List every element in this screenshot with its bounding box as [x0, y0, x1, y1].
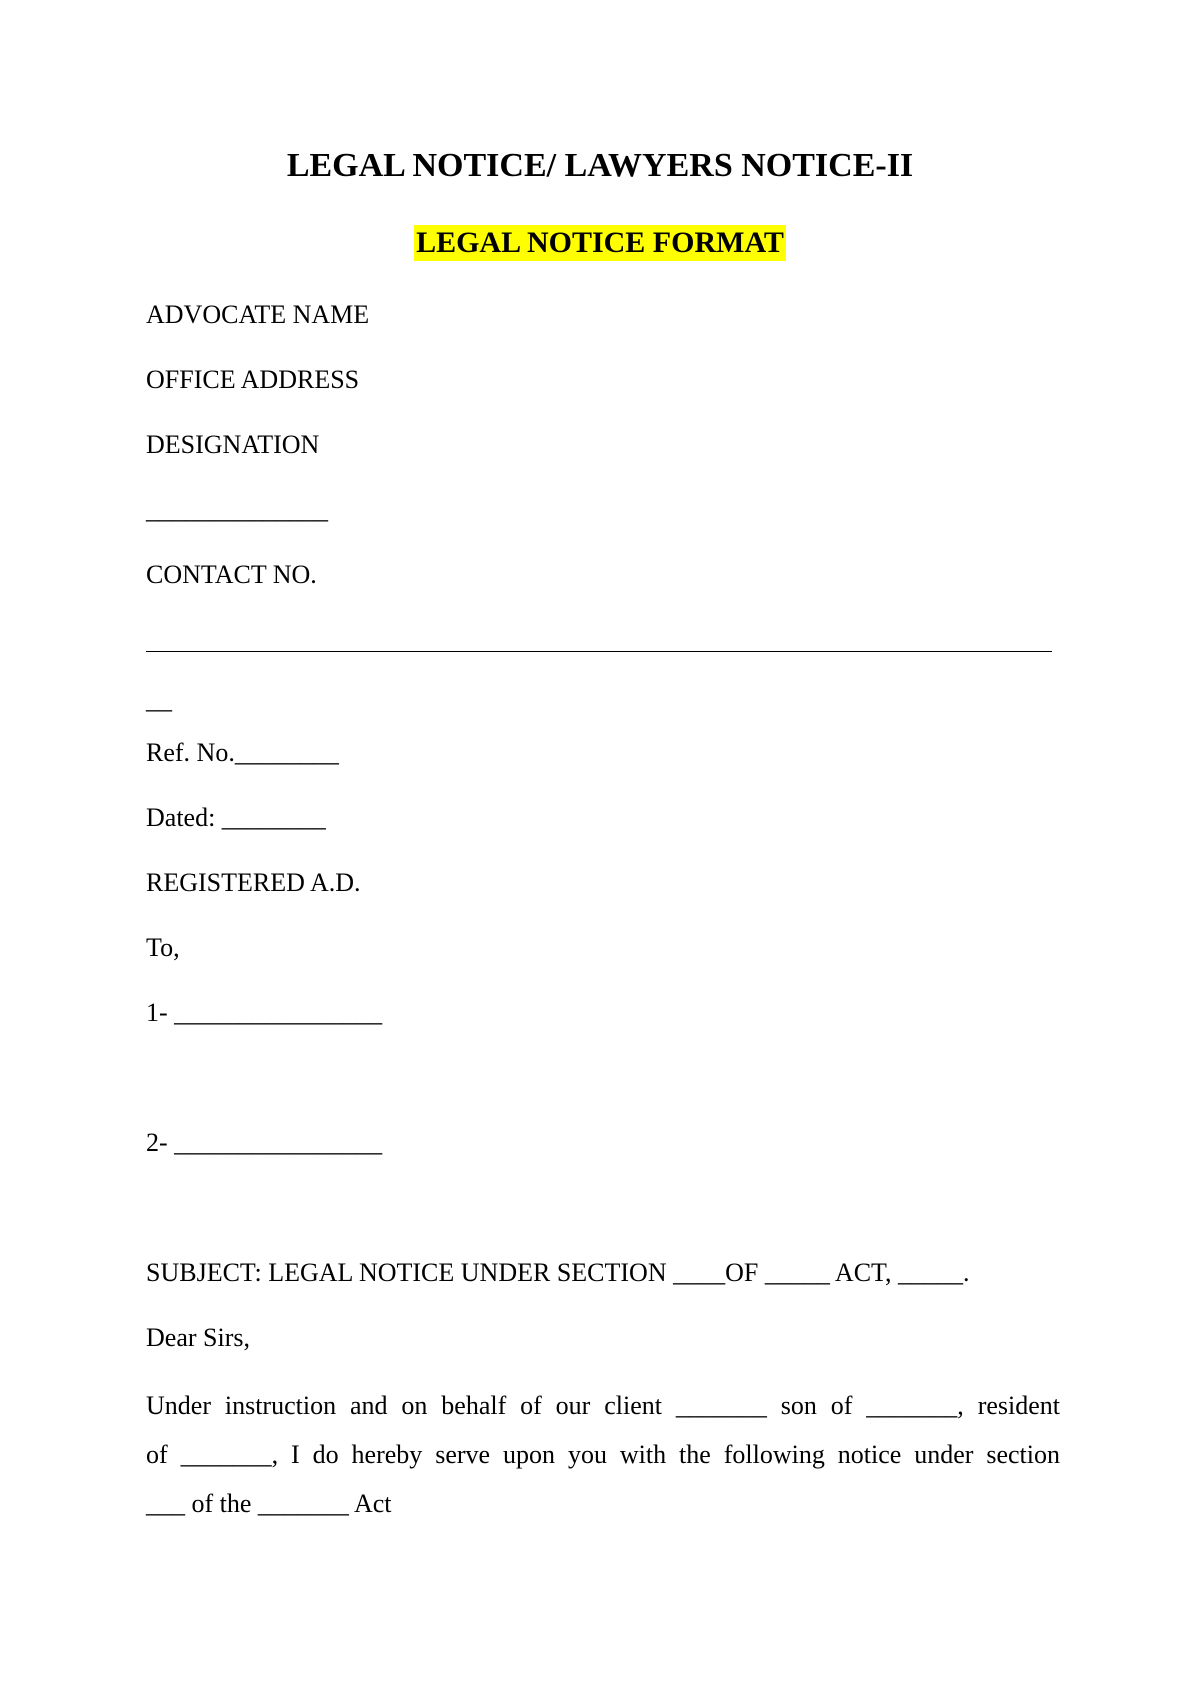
office-address-label: OFFICE ADDRESS: [146, 365, 360, 394]
dated-line: Dated: ________: [146, 803, 326, 832]
document-title: LEGAL NOTICE/ LAWYERS NOTICE-II: [286, 147, 914, 184]
recipient-2-line: 2- ________________: [146, 1128, 383, 1157]
recipient-1-line: 1- ________________: [146, 998, 383, 1027]
body-line-1: Under instruction and on behalf of our client _______ son of _______, resident: [146, 1391, 1060, 1420]
registered-ad-line: REGISTERED A.D.: [146, 868, 361, 897]
document-subtitle-highlighted: LEGAL NOTICE FORMAT: [416, 226, 784, 259]
subject-line: SUBJECT: LEGAL NOTICE UNDER SECTION ____OF _____ ACT, _____.: [146, 1258, 970, 1287]
designation-blank: ______________: [146, 495, 328, 524]
advocate-name-label: ADVOCATE NAME: [146, 300, 370, 329]
subtitle-container: [0, 225, 1200, 261]
contact-rule-trailing: __: [146, 685, 172, 714]
contact-no-label: CONTACT NO.: [146, 560, 317, 589]
salutation-line: Dear Sirs,: [146, 1323, 250, 1352]
contact-rule-line: [146, 651, 1052, 652]
to-line: To,: [146, 933, 180, 962]
body-paragraph: [146, 1381, 1060, 1528]
body-line-3: ___ of the _______ Act: [146, 1489, 392, 1518]
designation-label: DESIGNATION: [146, 430, 320, 459]
ref-no-line: Ref. No.________: [146, 738, 339, 767]
body-line-2: of _______, I do hereby serve upon you with the following notice under section: [146, 1440, 1060, 1469]
